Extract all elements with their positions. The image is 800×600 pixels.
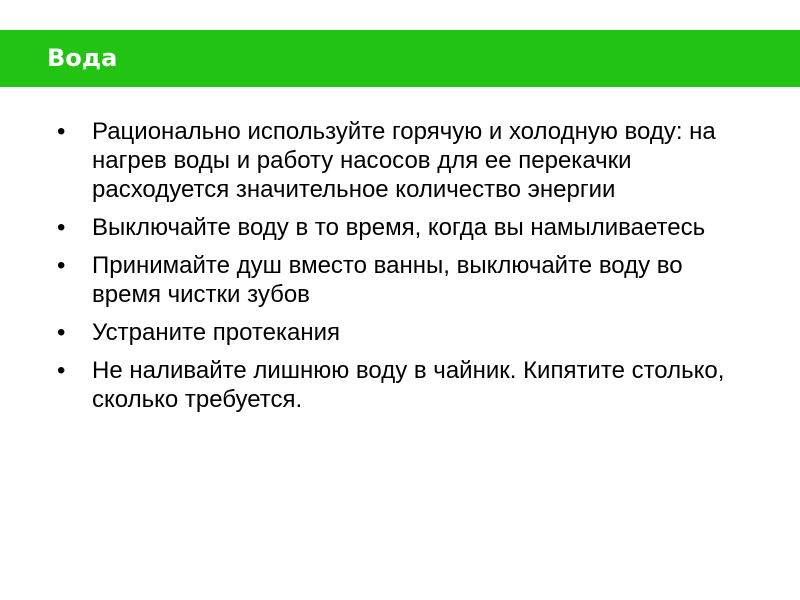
bullet-item <box>55 251 755 309</box>
bullet-item <box>55 213 755 242</box>
bullet-dot-icon: • <box>57 319 66 346</box>
bullet-dot-icon: • <box>57 252 66 279</box>
slide-title: Вода <box>47 44 118 72</box>
bullet-item <box>55 318 755 347</box>
bullet-dot-icon: • <box>57 214 66 241</box>
slide-content <box>55 117 755 423</box>
bullet-item <box>55 356 755 414</box>
bullet-list <box>55 117 755 414</box>
title-bar <box>0 30 800 87</box>
bullet-dot-icon: • <box>57 118 66 145</box>
bullet-text: Рационально используйте горячую и холодную воду: на нагрев воды и работу насосов для ее перекачки расходуется значительное количество энергии <box>92 118 716 203</box>
bullet-dot-icon: • <box>57 357 66 384</box>
bullet-item <box>55 117 755 204</box>
bullet-text: Принимайте душ вместо ванны, выключайте воду во время чистки зубов <box>92 252 683 308</box>
bullet-text: Не наливайте лишнюю воду в чайник. Кипятите столько, сколько требуется. <box>92 357 725 413</box>
bullet-text: Устраните протекания <box>92 319 340 346</box>
bullet-text: Выключайте воду в то время, когда вы намыливаетесь <box>92 214 706 241</box>
